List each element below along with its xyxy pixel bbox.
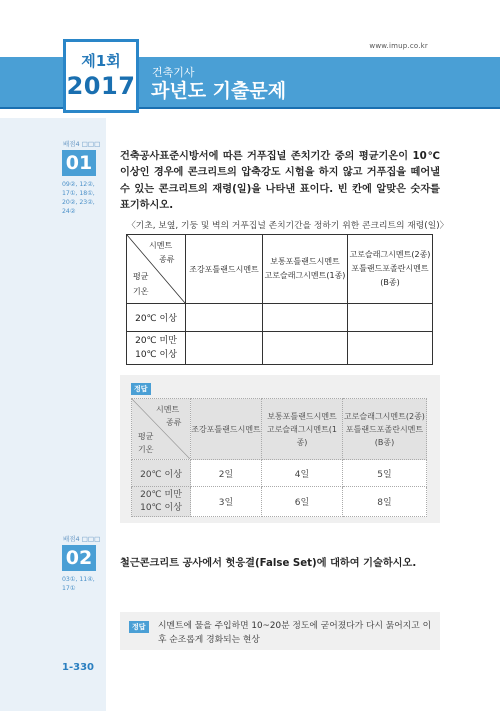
exam-year: 2017 xyxy=(66,72,136,100)
blank-cell xyxy=(348,304,433,332)
corner-label-cement: 시멘트 xyxy=(156,405,180,414)
col-header-line: 포틀랜드포졸란시멘트(B종) xyxy=(345,424,424,447)
row-label-20-above: 20℃ 이상 xyxy=(132,460,191,487)
blank-cell xyxy=(263,304,348,332)
row-label-line: 10℃ 이상 xyxy=(140,502,182,513)
corner-label-temp: 기온 xyxy=(133,287,149,296)
col-header-slag2 xyxy=(343,399,427,460)
round-label: 제1회 xyxy=(81,52,121,70)
corner-label-avg: 평균 xyxy=(133,272,149,281)
blank-cell xyxy=(186,332,263,365)
answer-cell: 2일 xyxy=(191,460,262,487)
corner-label-avg: 평균 xyxy=(138,432,154,441)
q2-score-meta xyxy=(63,534,100,543)
q2-years-line: 17① xyxy=(62,585,76,592)
answer-cell: 8일 xyxy=(343,487,427,517)
q1-table-corner xyxy=(127,235,186,304)
col-header-normal xyxy=(262,399,343,460)
answer-cell: 3일 xyxy=(191,487,262,517)
q1-years-line: 24② xyxy=(62,208,76,215)
col-header-line: 고로슬래그시멘트(2종) xyxy=(344,411,425,421)
blank-cell xyxy=(186,304,263,332)
corner-label-type: 종류 xyxy=(159,255,175,264)
blank-cell xyxy=(348,332,433,365)
row-label-10-20 xyxy=(127,332,186,365)
answer-cell: 5일 xyxy=(343,460,427,487)
col-header-early-strength: 조강포틀랜드시멘트 xyxy=(186,235,263,304)
col-header-line: 보통포틀랜드시멘트 xyxy=(267,411,337,421)
blank-cell xyxy=(263,332,348,365)
col-header-slag2 xyxy=(348,235,433,304)
row-label-line: 10℃ 이상 xyxy=(135,350,177,360)
q1-answer-badge: 정답 xyxy=(131,383,151,395)
header-subtitle: 건축기사 xyxy=(152,66,195,79)
q1-table-caption: 〈기초, 보옆, 기둥 및 벽의 거푸집널 존치기간을 정하기 위한 콘크리트의 재령(일)〉 xyxy=(127,221,449,231)
q1-years-line: 20②, 23②, xyxy=(62,199,95,206)
q1-exam-years xyxy=(62,180,118,216)
q2-answer-badge: 정답 xyxy=(129,621,149,633)
corner-label-type: 종류 xyxy=(166,418,182,427)
row-label-line: 20℃ 미만 xyxy=(135,336,177,346)
q1-years-line: 09②, 12②, xyxy=(62,181,95,188)
col-header-normal xyxy=(263,235,348,304)
round-year-box xyxy=(63,39,139,113)
q1-question-table xyxy=(126,234,433,365)
answer-cell: 6일 xyxy=(262,487,343,517)
site-url: www.imup.co.kr xyxy=(369,42,428,50)
q1-score-label: 배점4 xyxy=(63,140,80,148)
q1-score-meta xyxy=(63,139,100,148)
row-label-10-20 xyxy=(132,487,191,517)
q2-check-boxes: □□□ xyxy=(81,535,101,543)
col-header-line: 고로슬래그시멘트(1종) xyxy=(264,271,346,280)
q2-years-line: 03①, 11④, xyxy=(62,576,95,583)
corner-label-cement: 시멘트 xyxy=(149,241,173,250)
row-label-line: 20℃ 미만 xyxy=(140,489,182,500)
answer-table-corner xyxy=(132,399,191,460)
q2-exam-years xyxy=(62,575,118,593)
corner-label-temp: 기온 xyxy=(138,445,154,454)
col-header-line: 포틀랜드포졸란시멘트(B종) xyxy=(351,264,429,287)
q1-question-text: 건축공사표준시방서에 따른 거푸집널 존치기간 중의 평균기온이 10℃ 이상인 경우에 콘크리트의 압축강도 시험을 하지 않고 거푸집을 떼어낼 수 있는 콘크리트의 재령(일)을 나타낸 표이다. 빈 칸에 알맞은 숫자를 표기하시오. xyxy=(120,151,440,211)
col-header-line: 고로슬래그시멘트(1종) xyxy=(266,424,338,447)
q1-answer-table xyxy=(131,398,427,517)
answer-cell: 4일 xyxy=(262,460,343,487)
col-header-line: 고로슬래그시멘트(2종) xyxy=(349,250,431,259)
q1-check-boxes: □□□ xyxy=(81,140,101,148)
q1-number: 01 xyxy=(62,150,96,176)
q1-years-line: 17①, 18①, xyxy=(62,190,95,197)
q2-number: 02 xyxy=(62,545,96,571)
page-number: 1-330 xyxy=(62,662,94,673)
header-title: 과년도 기출문제 xyxy=(151,80,287,102)
q2-question-text: 철근콘크리트 공사에서 헛응결(False Set)에 대하여 기술하시오. xyxy=(120,558,417,569)
col-header-line: 보통포틀랜드시멘트 xyxy=(270,257,340,266)
row-label-20-above: 20℃ 이상 xyxy=(127,304,186,332)
col-header-early-strength: 조강포틀랜드시멘트 xyxy=(191,399,262,460)
q2-score-label: 배점4 xyxy=(63,535,80,543)
q2-answer-text: 시멘트에 물을 주입하면 10~20분 정도에 굳어졌다가 다시 묽어지고 이후 순조롭게 경화되는 현상 xyxy=(158,621,432,645)
